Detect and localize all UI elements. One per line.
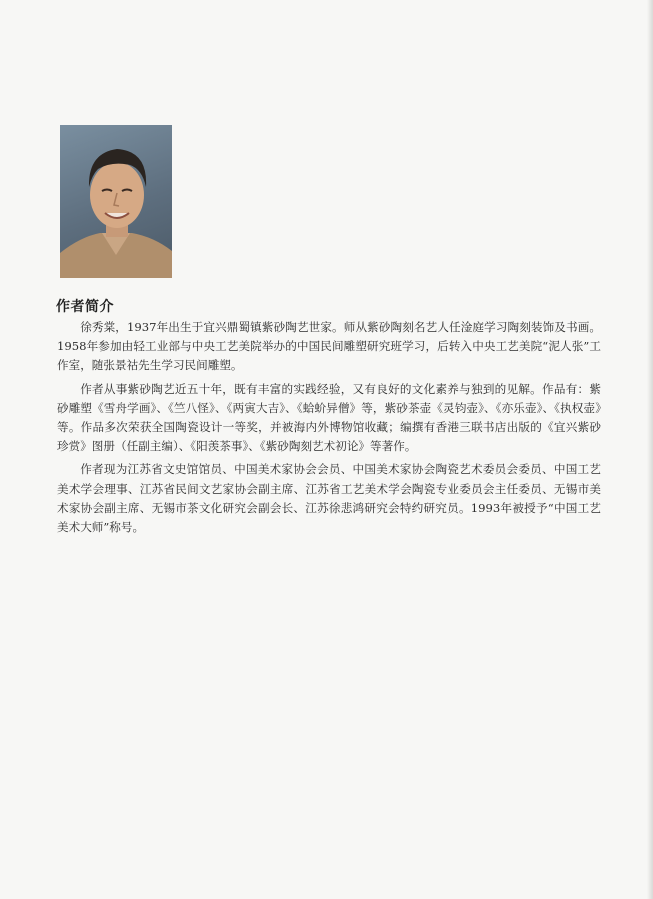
biography-paragraph-1: 徐秀棠，1937年出生于宜兴鼎蜀镇紫砂陶艺世家。师从紫砂陶刻名艺人任淦庭学习陶刻装饰及书画。1958年参加由轻工业部与中央工艺美院举办的中国民间雕塑研究班学习，后转入中央工艺美院“泥人张”工作室，随张景祜先生学习民间雕塑。	[57, 320, 601, 373]
portrait-illustration	[60, 125, 172, 278]
biography-text	[57, 318, 601, 541]
section-heading: 作者简介	[56, 299, 114, 315]
author-photo	[60, 125, 172, 278]
biography-paragraph-2: 作者从事紫砂陶艺近五十年，既有丰富的实践经验，又有良好的文化素养与独到的见解。作品有：紫砂雕塑《雪舟学画》、《竺八怪》、《两寅大吉》、《蛤蚧异僧》等，紫砂茶壶《灵钧壶》、《亦乐壶》、《执权壶》等。作品多次荣获全国陶瓷设计一等奖，并被海内外博物馆收藏；编撰有香港三联书店出版的《宜兴紫砂珍赏》图册（任副主编）、《阳羡茶事》、《紫砂陶刻艺术初论》等著作。	[57, 381, 601, 454]
page-edge	[647, 0, 653, 899]
biography-paragraph-3: 作者现为江苏省文史馆馆员、中国美术家协会会员、中国美术家协会陶瓷艺术委员会委员、中国工艺美术学会理事、江苏省民间文艺家协会副主席、江苏省工艺美术学会陶瓷专业委员会主任委员、无锡市美术家协会副主席、无锡市茶文化研究会副会长、江苏徐悲鸿研究会特约研究员。1993年被授予“中国工艺美术大师”称号。	[57, 462, 601, 535]
